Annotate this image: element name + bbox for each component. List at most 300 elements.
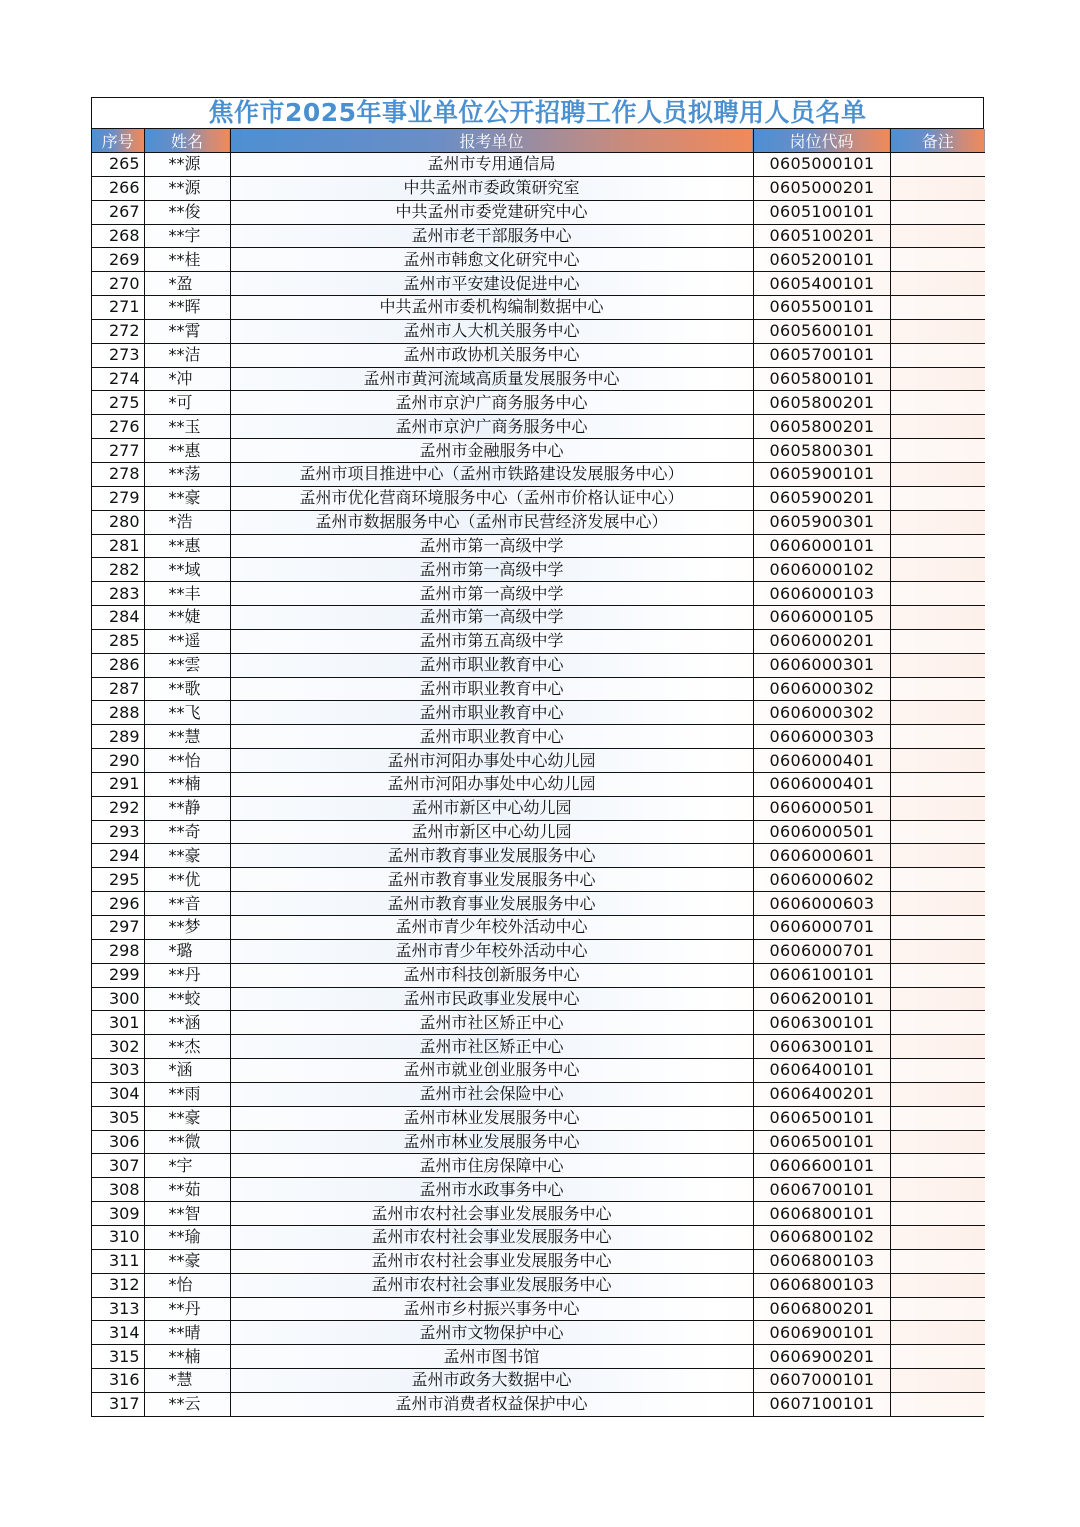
remarks-cell [890,916,985,940]
table-row [92,1130,985,1154]
table-row [92,844,985,868]
name-cell: *可 [144,391,230,415]
unit-cell: 孟州市河阳办事处中心幼儿园 [230,772,753,796]
header-row [92,129,985,153]
position-code-cell: 0606800102 [753,1225,890,1249]
table-row [92,1059,985,1083]
table-row [92,796,985,820]
table-row [92,1202,985,1226]
serial-cell: 294 [92,844,144,868]
position-code-cell: 0606900201 [753,1345,890,1369]
position-code-cell: 0606000101 [753,534,890,558]
table-row [92,1369,985,1393]
position-code-cell: 0606000105 [753,606,890,630]
name-cell: *盈 [144,272,230,296]
name-cell: **豪 [144,1106,230,1130]
position-code-cell: 0606700101 [753,1178,890,1202]
remarks-cell [890,653,985,677]
remarks-cell [890,1202,985,1226]
table-row [92,1249,985,1273]
name-cell: *浩 [144,510,230,534]
unit-cell: 孟州市人大机关服务中心 [230,319,753,343]
remarks-cell [890,1321,985,1345]
serial-cell: 288 [92,701,144,725]
position-code-cell: 0606000302 [753,677,890,701]
serial-cell: 290 [92,749,144,773]
roster-sheet [91,97,984,1417]
name-cell: **婕 [144,606,230,630]
table-row [92,1035,985,1059]
position-code-cell: 0605600101 [753,319,890,343]
table-row [92,224,985,248]
remarks-cell [890,1225,985,1249]
position-code-cell: 0606800201 [753,1297,890,1321]
table-row [92,772,985,796]
position-code-cell: 0606300101 [753,1035,890,1059]
serial-cell: 309 [92,1202,144,1226]
table-row [92,415,985,439]
name-cell: **梦 [144,916,230,940]
name-cell: **丹 [144,963,230,987]
remarks-cell [890,272,985,296]
roster-table [92,129,985,1416]
name-cell: **惠 [144,534,230,558]
table-row [92,1106,985,1130]
unit-cell: 孟州市文物保护中心 [230,1321,753,1345]
remarks-cell [890,1345,985,1369]
table-row [92,677,985,701]
table-row [92,916,985,940]
unit-cell: 孟州市林业发展服务中心 [230,1106,753,1130]
table-row [92,510,985,534]
name-cell: **桂 [144,248,230,272]
position-code-cell: 0606500101 [753,1130,890,1154]
unit-cell: 中共孟州市委机构编制数据中心 [230,296,753,320]
unit-cell: 孟州市就业创业服务中心 [230,1059,753,1083]
position-code-cell: 0606000603 [753,892,890,916]
serial-cell: 286 [92,653,144,677]
serial-cell: 273 [92,343,144,367]
position-code-cell: 0606000401 [753,772,890,796]
header-unit: 报考单位 [230,129,753,153]
unit-cell: 孟州市黄河流域高质量发展服务中心 [230,367,753,391]
name-cell: **雨 [144,1082,230,1106]
position-code-cell: 0605500101 [753,296,890,320]
table-row [92,319,985,343]
serial-cell: 317 [92,1392,144,1415]
table-row [92,868,985,892]
name-cell: **丹 [144,1297,230,1321]
remarks-cell [890,1011,985,1035]
serial-cell: 272 [92,319,144,343]
serial-cell: 303 [92,1059,144,1083]
serial-cell: 266 [92,176,144,200]
serial-cell: 283 [92,582,144,606]
unit-cell: 孟州市社区矫正中心 [230,1035,753,1059]
unit-cell: 孟州市林业发展服务中心 [230,1130,753,1154]
position-code-cell: 0606000501 [753,796,890,820]
position-code-cell: 0606000401 [753,749,890,773]
position-code-cell: 0607100101 [753,1392,890,1415]
name-cell: **雲 [144,653,230,677]
position-code-cell: 0605200101 [753,248,890,272]
unit-cell: 孟州市平安建设促进中心 [230,272,753,296]
name-cell: **云 [144,1392,230,1415]
serial-cell: 279 [92,486,144,510]
serial-cell: 295 [92,868,144,892]
name-cell: **宇 [144,224,230,248]
table-row [92,1178,985,1202]
position-code-cell: 0606400201 [753,1082,890,1106]
position-code-cell: 0605900201 [753,486,890,510]
table-row [92,1392,985,1415]
unit-cell: 孟州市职业教育中心 [230,701,753,725]
unit-cell: 孟州市图书馆 [230,1345,753,1369]
name-cell: **丰 [144,582,230,606]
unit-cell: 孟州市新区中心幼儿园 [230,820,753,844]
position-code-cell: 0606000102 [753,558,890,582]
unit-cell: 孟州市农村社会事业发展服务中心 [230,1273,753,1297]
serial-cell: 267 [92,200,144,224]
unit-cell: 孟州市专用通信局 [230,153,753,177]
serial-cell: 298 [92,939,144,963]
remarks-cell [890,582,985,606]
position-code-cell: 0606000103 [753,582,890,606]
remarks-cell [890,439,985,463]
unit-cell: 孟州市职业教育中心 [230,725,753,749]
serial-cell: 312 [92,1273,144,1297]
table-row [92,629,985,653]
position-code-cell: 0605900101 [753,462,890,486]
remarks-cell [890,153,985,177]
serial-cell: 307 [92,1154,144,1178]
serial-cell: 265 [92,153,144,177]
position-code-cell: 0606800103 [753,1273,890,1297]
serial-cell: 299 [92,963,144,987]
name-cell: **玉 [144,415,230,439]
serial-cell: 302 [92,1035,144,1059]
sheet-title: 焦作市2025年事业单位公开招聘工作人员拟聘用人员名单 [92,98,983,129]
name-cell: **惠 [144,439,230,463]
serial-cell: 282 [92,558,144,582]
position-code-cell: 0605100201 [753,224,890,248]
remarks-cell [890,462,985,486]
serial-cell: 316 [92,1369,144,1393]
position-code-cell: 0606000601 [753,844,890,868]
unit-cell: 孟州市第一高级中学 [230,558,753,582]
serial-cell: 305 [92,1106,144,1130]
unit-cell: 孟州市新区中心幼儿园 [230,796,753,820]
table-row [92,1297,985,1321]
table-row [92,176,985,200]
name-cell: *宇 [144,1154,230,1178]
table-row [92,725,985,749]
table-row [92,439,985,463]
table-row [92,248,985,272]
position-code-cell: 0606800101 [753,1202,890,1226]
unit-cell: 孟州市青少年校外活动中心 [230,916,753,940]
unit-cell: 孟州市农村社会事业发展服务中心 [230,1249,753,1273]
remarks-cell [890,1059,985,1083]
remarks-cell [890,1178,985,1202]
position-code-cell: 0606000602 [753,868,890,892]
name-cell: **智 [144,1202,230,1226]
table-row [92,1082,985,1106]
serial-cell: 292 [92,796,144,820]
table-row [92,534,985,558]
unit-cell: 孟州市消费者权益保护中心 [230,1392,753,1415]
serial-cell: 269 [92,248,144,272]
table-row [92,1154,985,1178]
unit-cell: 孟州市乡村振兴事务中心 [230,1297,753,1321]
table-row [92,486,985,510]
remarks-cell [890,1249,985,1273]
name-cell: **杰 [144,1035,230,1059]
position-code-cell: 0606800103 [753,1249,890,1273]
remarks-cell [890,1392,985,1415]
remarks-cell [890,1035,985,1059]
name-cell: **慧 [144,725,230,749]
table-row [92,939,985,963]
serial-cell: 293 [92,820,144,844]
table-row [92,343,985,367]
remarks-cell [890,391,985,415]
position-code-cell: 0606900101 [753,1321,890,1345]
serial-cell: 314 [92,1321,144,1345]
position-code-cell: 0606000303 [753,725,890,749]
unit-cell: 孟州市第一高级中学 [230,606,753,630]
unit-cell: 孟州市水政事务中心 [230,1178,753,1202]
remarks-cell [890,248,985,272]
name-cell: **俊 [144,200,230,224]
serial-cell: 268 [92,224,144,248]
header-serial: 序号 [92,129,144,153]
unit-cell: 孟州市金融服务中心 [230,439,753,463]
position-code-cell: 0607000101 [753,1369,890,1393]
name-cell: **奇 [144,820,230,844]
remarks-cell [890,510,985,534]
table-row [92,892,985,916]
position-code-cell: 0605900301 [753,510,890,534]
unit-cell: 孟州市教育事业发展服务中心 [230,844,753,868]
serial-cell: 287 [92,677,144,701]
remarks-cell [890,1154,985,1178]
name-cell: **怡 [144,749,230,773]
name-cell: **茹 [144,1178,230,1202]
position-code-cell: 0606000501 [753,820,890,844]
table-row [92,1345,985,1369]
remarks-cell [890,319,985,343]
remarks-cell [890,1082,985,1106]
name-cell: **瑜 [144,1225,230,1249]
unit-cell: 孟州市职业教育中心 [230,653,753,677]
table-row [92,391,985,415]
serial-cell: 274 [92,367,144,391]
serial-cell: 280 [92,510,144,534]
remarks-cell [890,296,985,320]
unit-cell: 孟州市青少年校外活动中心 [230,939,753,963]
remarks-cell [890,701,985,725]
name-cell: **歌 [144,677,230,701]
serial-cell: 277 [92,439,144,463]
unit-cell: 孟州市住房保障中心 [230,1154,753,1178]
position-code-cell: 0605800101 [753,367,890,391]
position-code-cell: 0606000701 [753,916,890,940]
remarks-cell [890,343,985,367]
table-row [92,963,985,987]
remarks-cell [890,844,985,868]
table-row [92,200,985,224]
position-code-cell: 0606100101 [753,963,890,987]
table-row [92,1321,985,1345]
name-cell: *怡 [144,1273,230,1297]
name-cell: *慧 [144,1369,230,1393]
serial-cell: 301 [92,1011,144,1035]
position-code-cell: 0606500101 [753,1106,890,1130]
header-position-code: 岗位代码 [753,129,890,153]
table-row [92,272,985,296]
serial-cell: 308 [92,1178,144,1202]
position-code-cell: 0605800301 [753,439,890,463]
name-cell: **飞 [144,701,230,725]
remarks-cell [890,1130,985,1154]
name-cell: **晴 [144,1321,230,1345]
remarks-cell [890,939,985,963]
serial-cell: 270 [92,272,144,296]
remarks-cell [890,749,985,773]
serial-cell: 306 [92,1130,144,1154]
unit-cell: 孟州市韩愈文化研究中心 [230,248,753,272]
table-row [92,749,985,773]
position-code-cell: 0606000701 [753,939,890,963]
unit-cell: 孟州市社区矫正中心 [230,1011,753,1035]
name-cell: *璐 [144,939,230,963]
table-row [92,653,985,677]
remarks-cell [890,677,985,701]
unit-cell: 孟州市科技创新服务中心 [230,963,753,987]
remarks-cell [890,1106,985,1130]
serial-cell: 285 [92,629,144,653]
remarks-cell [890,1369,985,1393]
name-cell: **域 [144,558,230,582]
position-code-cell: 0605100101 [753,200,890,224]
unit-cell: 中共孟州市委党建研究中心 [230,200,753,224]
remarks-cell [890,486,985,510]
name-cell: **豪 [144,844,230,868]
unit-cell: 孟州市农村社会事业发展服务中心 [230,1225,753,1249]
position-code-cell: 0606000301 [753,653,890,677]
name-cell: **霄 [144,319,230,343]
header-remarks: 备注 [890,129,985,153]
table-row [92,1011,985,1035]
position-code-cell: 0605400101 [753,272,890,296]
unit-cell: 孟州市政务大数据中心 [230,1369,753,1393]
name-cell: **豪 [144,486,230,510]
serial-cell: 296 [92,892,144,916]
table-row [92,153,985,177]
name-cell: **豪 [144,1249,230,1273]
header-name: 姓名 [144,129,230,153]
unit-cell: 孟州市老干部服务中心 [230,224,753,248]
serial-cell: 300 [92,987,144,1011]
name-cell: **晖 [144,296,230,320]
serial-cell: 284 [92,606,144,630]
table-row [92,820,985,844]
name-cell: **音 [144,892,230,916]
serial-cell: 304 [92,1082,144,1106]
remarks-cell [890,176,985,200]
table-row [92,296,985,320]
name-cell: **优 [144,868,230,892]
unit-cell: 孟州市项目推进中心（孟州市铁路建设发展服务中心） [230,462,753,486]
position-code-cell: 0605800201 [753,415,890,439]
serial-cell: 297 [92,916,144,940]
remarks-cell [890,1297,985,1321]
serial-cell: 275 [92,391,144,415]
position-code-cell: 0605700101 [753,343,890,367]
unit-cell: 孟州市民政事业发展中心 [230,987,753,1011]
serial-cell: 291 [92,772,144,796]
position-code-cell: 0606600101 [753,1154,890,1178]
position-code-cell: 0605800201 [753,391,890,415]
name-cell: **楠 [144,1345,230,1369]
remarks-cell [890,224,985,248]
position-code-cell: 0606000201 [753,629,890,653]
serial-cell: 278 [92,462,144,486]
remarks-cell [890,796,985,820]
serial-cell: 315 [92,1345,144,1369]
remarks-cell [890,868,985,892]
unit-cell: 孟州市京沪广商务服务中心 [230,415,753,439]
unit-cell: 孟州市教育事业发展服务中心 [230,868,753,892]
unit-cell: 孟州市社会保险中心 [230,1082,753,1106]
serial-cell: 289 [92,725,144,749]
remarks-cell [890,415,985,439]
remarks-cell [890,820,985,844]
remarks-cell [890,725,985,749]
unit-cell: 孟州市第一高级中学 [230,582,753,606]
unit-cell: 孟州市教育事业发展服务中心 [230,892,753,916]
position-code-cell: 0606300101 [753,1011,890,1035]
remarks-cell [890,892,985,916]
name-cell: **源 [144,176,230,200]
unit-cell: 孟州市第一高级中学 [230,534,753,558]
unit-cell: 孟州市数据服务中心（孟州市民营经济发展中心） [230,510,753,534]
serial-cell: 271 [92,296,144,320]
table-row [92,582,985,606]
serial-cell: 276 [92,415,144,439]
name-cell: *冲 [144,367,230,391]
remarks-cell [890,200,985,224]
name-cell: **蛟 [144,987,230,1011]
name-cell: **楠 [144,772,230,796]
remarks-cell [890,629,985,653]
table-row [92,987,985,1011]
table-row [92,1273,985,1297]
remarks-cell [890,1273,985,1297]
table-row [92,1225,985,1249]
position-code-cell: 0605000201 [753,176,890,200]
unit-cell: 孟州市第五高级中学 [230,629,753,653]
serial-cell: 311 [92,1249,144,1273]
unit-cell: 孟州市职业教育中心 [230,677,753,701]
remarks-cell [890,534,985,558]
position-code-cell: 0605000101 [753,153,890,177]
table-row [92,701,985,725]
unit-cell: 孟州市优化营商环境服务中心（孟州市价格认证中心） [230,486,753,510]
position-code-cell: 0606400101 [753,1059,890,1083]
name-cell: **洁 [144,343,230,367]
